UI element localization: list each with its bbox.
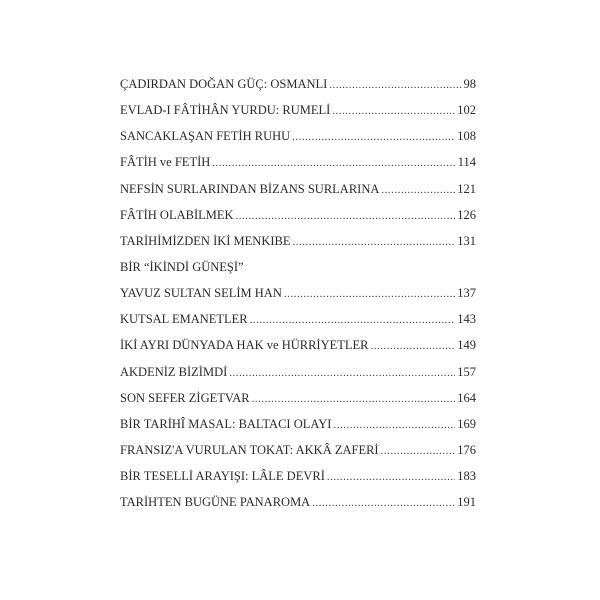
toc-entry-title: EVLAD-I FÂTİHÂN YURDU: RUMELİ (120, 103, 331, 118)
toc-entry (120, 208, 476, 234)
toc-entry-page: 149 (457, 338, 476, 353)
toc-entry (120, 469, 476, 495)
toc-entry (120, 443, 476, 469)
dot-leader (371, 340, 456, 352)
toc-entry (120, 365, 476, 391)
toc-entry-title: FRANSIZ'A VURULAN TOKAT: AKKÂ ZAFERİ (120, 442, 379, 457)
toc-entry (120, 260, 476, 286)
toc-entry-title: İKİ AYRI DÜNYADA HAK ve HÜRRİYETLER (120, 338, 369, 353)
toc-entry-page: 98 (463, 77, 476, 91)
toc-entry-page: 108 (457, 129, 476, 144)
toc-entry-page: 176 (457, 442, 476, 457)
toc-entry (120, 391, 476, 417)
dot-leader (333, 419, 455, 431)
toc-entry-title: AKDENİZ BİZİMDİ (120, 364, 228, 379)
toc-entry (120, 312, 476, 338)
toc-entry-title: ÇADIRDAN DOĞAN GÜÇ: OSMANLI (120, 77, 328, 91)
dot-leader (312, 497, 455, 509)
toc-entry-title: TARİHTEN BUGÜNE PANAROMA (120, 495, 311, 510)
dot-leader (329, 79, 461, 91)
dot-leader (250, 314, 456, 326)
table-of-contents (120, 77, 476, 521)
toc-entry-page: 114 (457, 155, 476, 170)
toc-entry-page: 143 (457, 312, 476, 327)
dot-leader (229, 367, 455, 379)
toc-entry-page: 157 (457, 364, 476, 379)
toc-entry-page: 164 (457, 390, 476, 405)
toc-entry (120, 182, 476, 208)
toc-entry-page: 126 (457, 207, 476, 222)
toc-entry-title: BİR “İKİNDİ GÜNEŞİ” (120, 259, 244, 274)
toc-entry-title: BİR TARİHÎ MASAL: BALTACI OLAYI (120, 416, 332, 431)
toc-entry-page: 191 (457, 495, 476, 510)
dot-leader (332, 105, 455, 117)
dot-leader (381, 445, 456, 457)
toc-entry-title: SANCAKLAŞAN FETİH RUHU (120, 129, 291, 144)
toc-entry-title: NEFSİN SURLARINDAN BİZANS SURLARINA (120, 181, 380, 196)
toc-entry-title: FÂTİH ve FETİH (120, 155, 211, 170)
toc-entry-page: 137 (457, 286, 476, 301)
toc-entry-title: TARİHİMİZDEN İKİ MENKIBE (120, 233, 291, 248)
toc-entry (120, 417, 476, 443)
dot-leader (252, 393, 456, 405)
dot-leader (284, 288, 455, 300)
toc-entry (120, 286, 476, 312)
toc-entry-title: KUTSAL EMANETLER (120, 312, 248, 327)
dot-leader (236, 210, 456, 222)
toc-entry-title: FÂTİH OLABİLMEK (120, 207, 234, 222)
toc-entry (120, 103, 476, 129)
dot-leader (327, 471, 455, 483)
toc-entry-page: 169 (457, 416, 476, 431)
dot-leader (292, 131, 455, 143)
toc-entry (120, 129, 476, 155)
toc-entry-page: 183 (457, 469, 476, 484)
dot-leader (381, 184, 455, 196)
toc-entry (120, 495, 476, 521)
toc-entry-page: 131 (457, 233, 476, 248)
toc-entry-title: YAVUZ SULTAN SELİM HAN (120, 286, 282, 301)
toc-entry-page: 121 (457, 181, 476, 196)
toc-entry-page: 102 (457, 103, 476, 118)
toc-entry-title: SON SEFER ZİGETVAR (120, 390, 250, 405)
dot-leader (293, 236, 456, 248)
toc-entry-title: BİR TESELLİ ARAYIŞI: LÂLE DEVRİ (120, 469, 325, 484)
toc-entry (120, 338, 476, 364)
dot-leader (212, 157, 455, 169)
toc-entry (120, 155, 476, 181)
toc-entry (120, 77, 476, 103)
toc-entry (120, 234, 476, 260)
